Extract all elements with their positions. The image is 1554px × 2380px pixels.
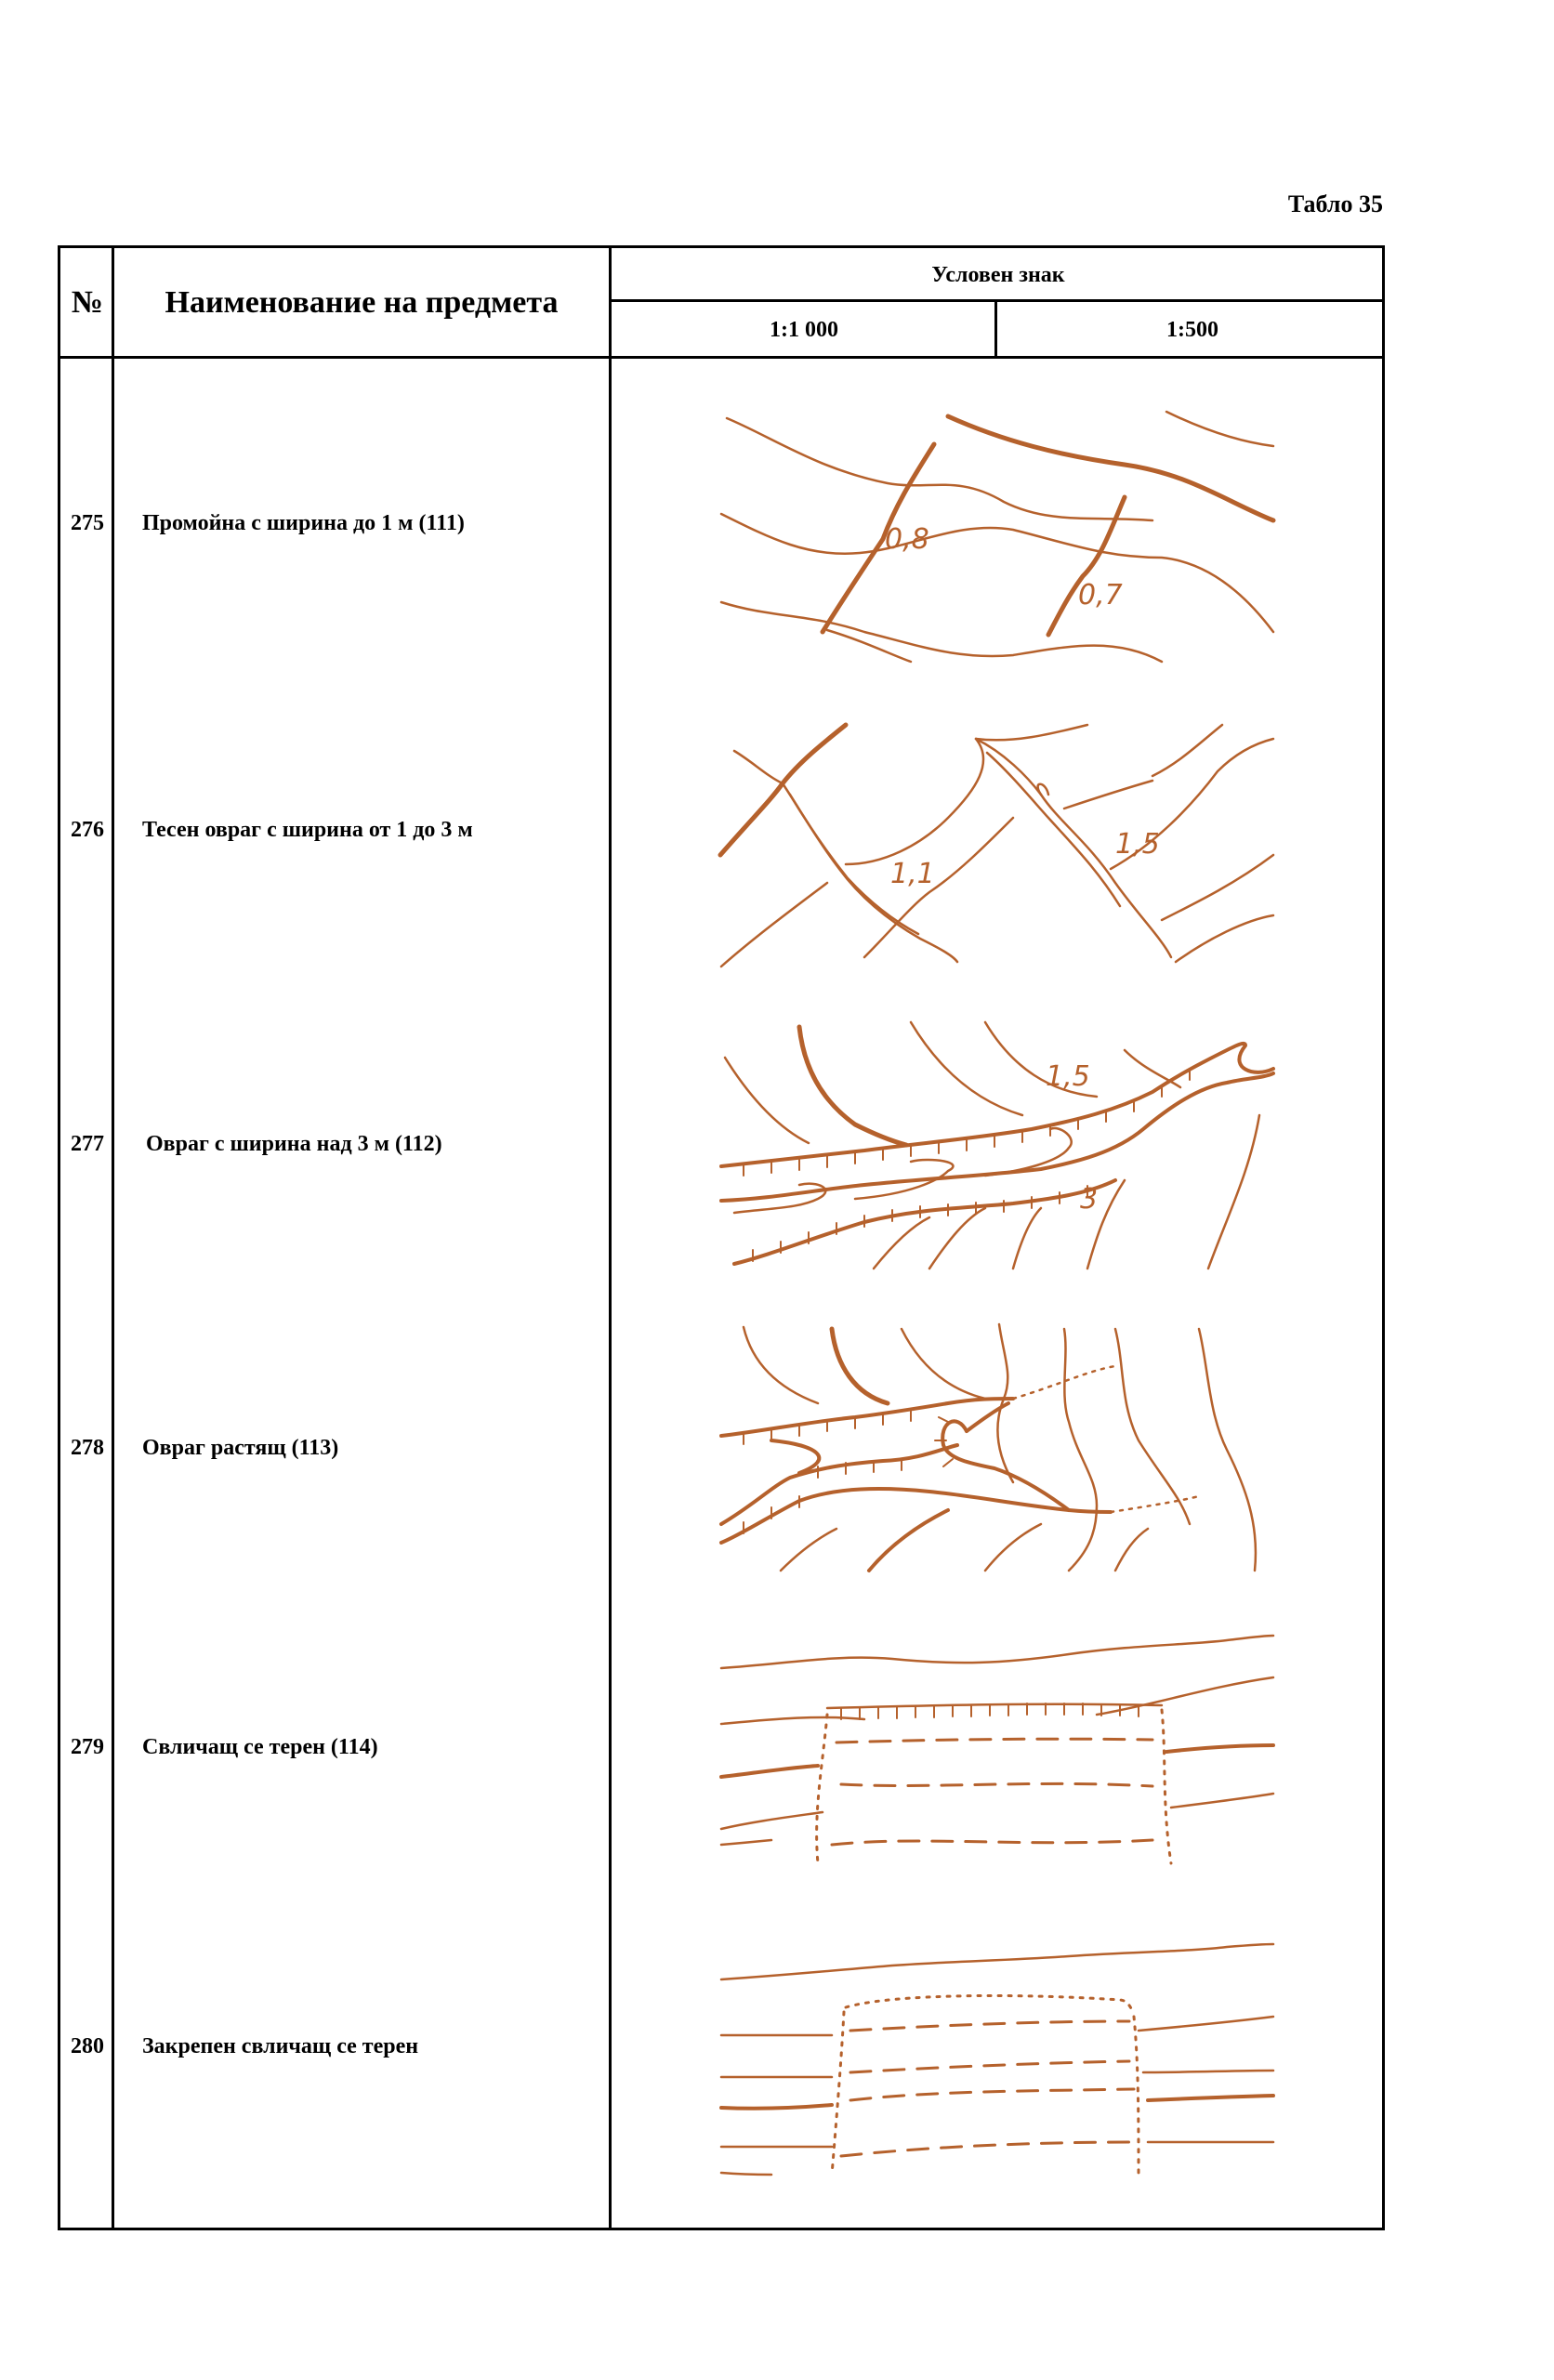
table-caption: Табло 35 bbox=[1287, 191, 1383, 217]
landslide-symbol bbox=[721, 1636, 1273, 1863]
row-name: Овраг растящ (113) bbox=[142, 1436, 339, 1460]
row-name: Овраг с ширина над 3 м (112) bbox=[146, 1132, 442, 1156]
row-number: 276 bbox=[71, 818, 104, 842]
row-name: Закрепен свличащ се терен bbox=[142, 2034, 419, 2058]
scale-1000-header: 1:1 000 bbox=[770, 317, 838, 342]
washout-symbol bbox=[721, 412, 1273, 662]
row-name: Свличащ се терен (114) bbox=[142, 1735, 378, 1759]
row-number: 280 bbox=[71, 2034, 104, 2058]
sign-column-header: Условен знак bbox=[931, 262, 1065, 287]
row-name: Тесен овраг с ширина от 1 до 3 м bbox=[142, 818, 473, 842]
row-number: 277 bbox=[71, 1132, 104, 1156]
row-number: 279 bbox=[71, 1735, 104, 1759]
symbol-label: 1,5 bbox=[1046, 1060, 1090, 1093]
symbol-label: 1,1 bbox=[890, 858, 935, 890]
symbol-label: 0,7 bbox=[1078, 579, 1123, 611]
name-column-header: Наименование на предмета bbox=[165, 285, 559, 320]
narrow-ravine-symbol bbox=[720, 725, 1273, 966]
row-number: 275 bbox=[71, 511, 104, 535]
symbol-label: 0,8 bbox=[885, 523, 929, 556]
scale-500-header: 1:500 bbox=[1166, 317, 1218, 342]
row-name: Промойна с ширина до 1 м (111) bbox=[142, 511, 465, 535]
row-number: 278 bbox=[71, 1436, 104, 1460]
growing-ravine-symbol bbox=[721, 1324, 1256, 1571]
wide-ravine-symbol bbox=[721, 1022, 1273, 1269]
symbol-label: 3 bbox=[1080, 1183, 1099, 1216]
number-column-header: № bbox=[71, 285, 104, 320]
stabilized-landslide-symbol bbox=[721, 1944, 1273, 2175]
symbol-label: 1,5 bbox=[1115, 828, 1160, 861]
